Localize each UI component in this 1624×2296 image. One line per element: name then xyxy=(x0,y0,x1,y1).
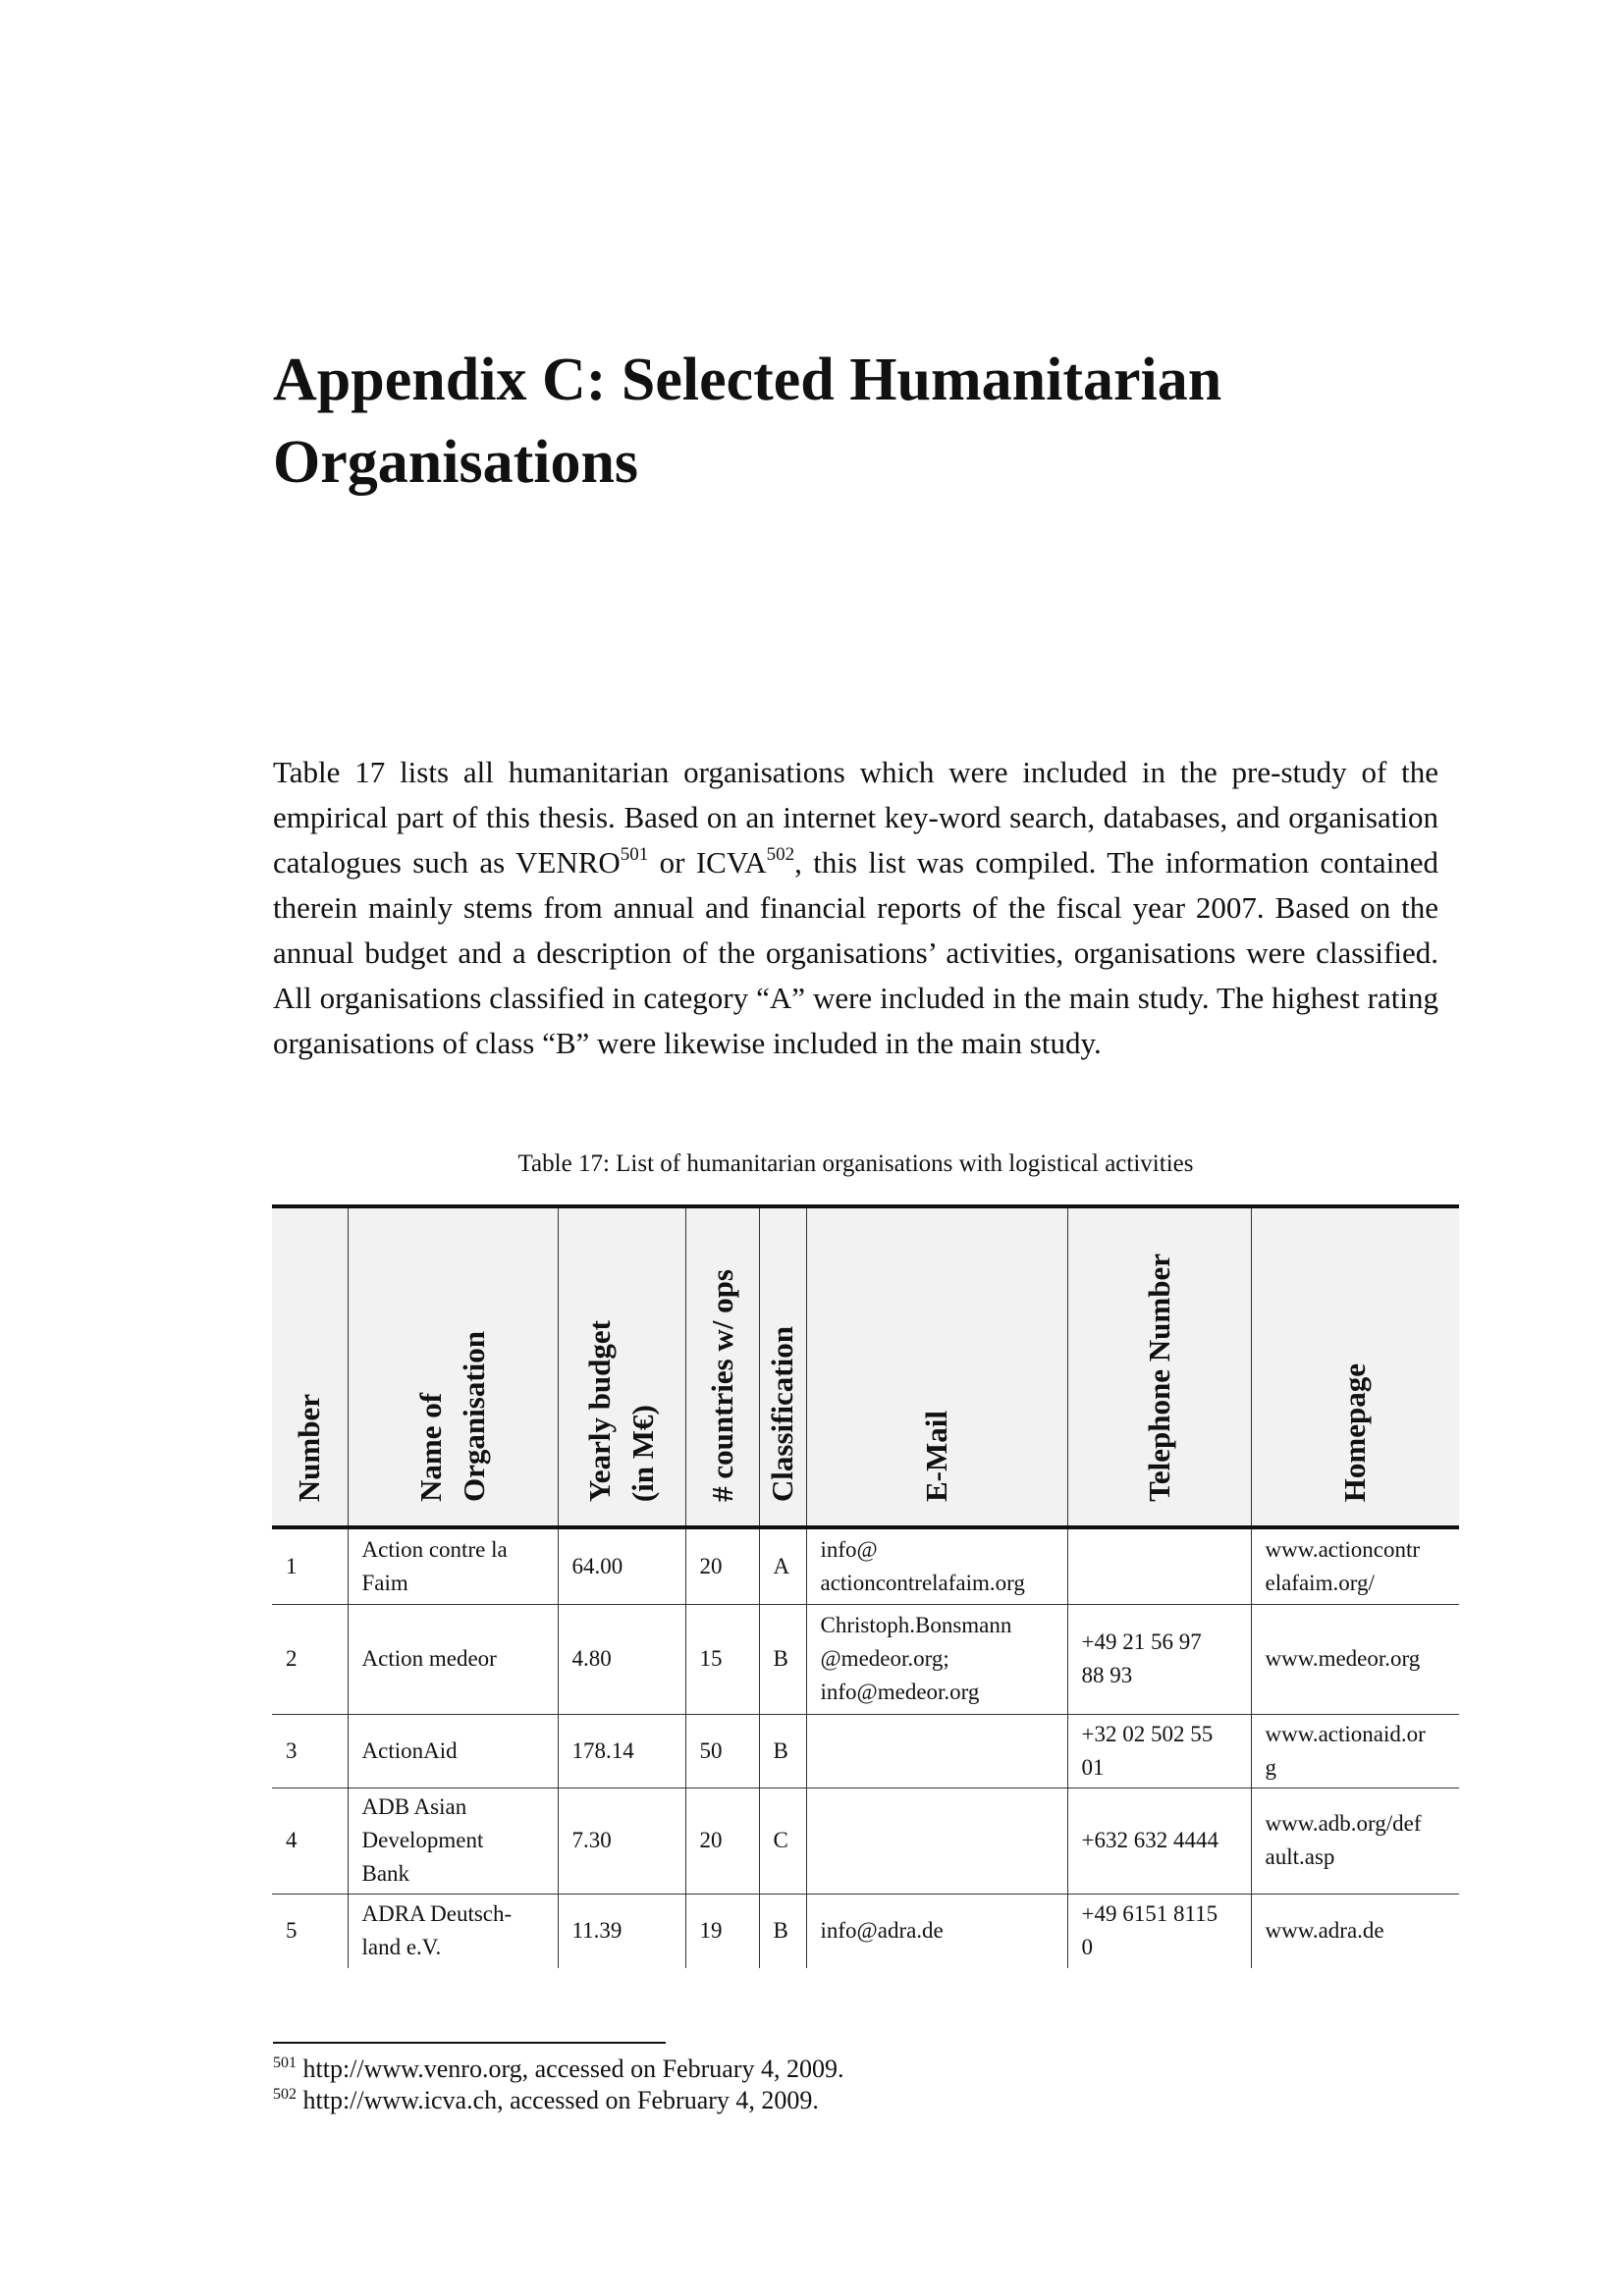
footnote-502 xyxy=(273,2085,1353,2116)
cell-homepage-line[interactable]: www.actioncontr xyxy=(1265,1536,1421,1562)
cell-organisation-name xyxy=(348,1894,558,1968)
footnote-divider xyxy=(273,2042,666,2044)
table-body xyxy=(272,1527,1459,1968)
header-countries xyxy=(685,1206,759,1527)
cell-email-line[interactable]: @medeor.org; xyxy=(820,1646,949,1671)
header-classification xyxy=(759,1206,806,1527)
cell-telephone-line: +32 02 502 55 xyxy=(1081,1721,1214,1746)
cell-countries: 50 xyxy=(685,1714,759,1788)
header-homepage-label: Homepage xyxy=(1337,1362,1373,1502)
cell-number: 1 xyxy=(272,1527,348,1604)
organisations-table xyxy=(272,1204,1459,1968)
cell-classification: C xyxy=(759,1788,806,1894)
cell-countries: 20 xyxy=(685,1527,759,1604)
cell-telephone-line: +632 632 4444 xyxy=(1081,1828,1218,1852)
header-name xyxy=(348,1206,558,1527)
page-title xyxy=(273,339,1451,504)
cell-email xyxy=(806,1604,1067,1714)
cell-organisation-name xyxy=(348,1788,558,1894)
cell-homepage xyxy=(1251,1527,1459,1604)
cell-organisation-name-line: Bank xyxy=(361,1861,410,1886)
header-countries-label: # countries w/ ops xyxy=(704,1269,739,1502)
cell-telephone xyxy=(1067,1894,1251,1968)
cell-countries: 19 xyxy=(685,1894,759,1968)
header-name-line-2: Organisation xyxy=(457,1331,491,1502)
intro-text-2: or ICVA xyxy=(648,845,767,880)
cell-organisation-name-line: Development xyxy=(361,1828,484,1852)
intro-text-1: Table 17 lists all humanitarian organisations which were included in the pre-study of the empirical part of this thesis. Based on an internet key-word search, databases, and organisation catalogues such as VENRO xyxy=(273,755,1438,880)
header-telephone xyxy=(1067,1206,1251,1527)
header-budget-line-1: Yearly budget xyxy=(582,1319,617,1502)
cell-telephone xyxy=(1067,1604,1251,1714)
cell-classification: B xyxy=(759,1714,806,1788)
footnote-501-text[interactable]: http://www.venro.org, accessed on February 4, 2009. xyxy=(297,2055,844,2083)
table-row xyxy=(272,1894,1459,1968)
cell-organisation-name-line: ADRA Deutsch- xyxy=(361,1901,513,1927)
cell-email-line[interactable]: info@ xyxy=(820,1536,878,1562)
cell-email xyxy=(806,1788,1067,1894)
cell-email xyxy=(806,1714,1067,1788)
cell-homepage-line[interactable]: www.adra.de xyxy=(1265,1918,1384,1944)
header-email xyxy=(806,1206,1067,1527)
table-row xyxy=(272,1527,1459,1604)
cell-yearly-budget: 178.14 xyxy=(558,1714,685,1788)
cell-organisation-name xyxy=(348,1527,558,1604)
cell-number: 5 xyxy=(272,1894,348,1968)
cell-homepage-line[interactable]: elafaim.org/ xyxy=(1265,1570,1375,1595)
table-row xyxy=(272,1714,1459,1788)
cell-telephone xyxy=(1067,1788,1251,1894)
cell-homepage-line[interactable]: g xyxy=(1265,1754,1276,1780)
cell-homepage-line[interactable]: ault.asp xyxy=(1265,1844,1335,1869)
cell-email xyxy=(806,1527,1067,1604)
cell-email-line[interactable]: info@medeor.org xyxy=(820,1680,980,1704)
header-budget xyxy=(558,1206,685,1527)
page-title-line-1: Appendix C: Selected Humanitarian xyxy=(273,347,1222,413)
cell-email-line[interactable]: info@adra.de xyxy=(820,1918,944,1944)
cell-organisation-name xyxy=(348,1604,558,1714)
page-title-line-2: Organisations xyxy=(273,429,639,496)
cell-homepage xyxy=(1251,1788,1459,1894)
cell-organisation-name-line: ActionAid xyxy=(361,1737,458,1763)
footnote-502-text[interactable]: http://www.icva.ch, accessed on February 4, 2009. xyxy=(297,2086,819,2114)
cell-homepage xyxy=(1251,1714,1459,1788)
cell-yearly-budget: 64.00 xyxy=(558,1527,685,1604)
table-row xyxy=(272,1604,1459,1714)
cell-yearly-budget: 7.30 xyxy=(558,1788,685,1894)
cell-organisation-name-line: Faim xyxy=(361,1570,408,1595)
cell-classification: B xyxy=(759,1894,806,1968)
header-number xyxy=(272,1206,348,1527)
cell-organisation-name xyxy=(348,1714,558,1788)
cell-telephone-line: 88 93 xyxy=(1081,1663,1133,1687)
cell-yearly-budget: 4.80 xyxy=(558,1604,685,1714)
cell-homepage xyxy=(1251,1894,1459,1968)
cell-telephone-line: +49 6151 8115 xyxy=(1081,1901,1218,1927)
footnote-ref-502[interactable]: 502 xyxy=(766,844,795,865)
footnote-502-marker: 502 xyxy=(273,2086,297,2103)
cell-classification: A xyxy=(759,1527,806,1604)
cell-number: 2 xyxy=(272,1604,348,1714)
header-name-label xyxy=(409,1317,496,1516)
cell-telephone-line: 0 xyxy=(1081,1935,1093,1960)
table-caption: Table 17: List of humanitarian organisations with logistical activities xyxy=(517,1150,1194,1177)
cell-countries: 20 xyxy=(685,1788,759,1894)
cell-organisation-name-line: land e.V. xyxy=(361,1935,442,1960)
header-telephone-label: Telephone Number xyxy=(1141,1254,1176,1502)
intro-paragraph xyxy=(273,750,1438,1066)
table-header-row xyxy=(272,1206,1459,1527)
cell-organisation-name-line: Action medeor xyxy=(361,1646,497,1671)
cell-telephone-line: 01 xyxy=(1081,1754,1105,1780)
cell-email-line[interactable]: Christoph.Bonsmann xyxy=(820,1613,1012,1637)
footnotes xyxy=(273,2054,1353,2116)
header-email-label: E-Mail xyxy=(919,1411,953,1502)
cell-telephone-line: +49 21 56 97 xyxy=(1081,1629,1202,1654)
cell-number: 4 xyxy=(272,1788,348,1894)
cell-organisation-name-line: ADB Asian xyxy=(361,1794,467,1819)
cell-yearly-budget: 11.39 xyxy=(558,1894,685,1968)
cell-telephone xyxy=(1067,1527,1251,1604)
cell-homepage-line[interactable]: www.actionaid.or xyxy=(1265,1721,1426,1746)
cell-homepage-line[interactable]: www.medeor.org xyxy=(1265,1646,1421,1671)
cell-email xyxy=(806,1894,1067,1968)
cell-classification: B xyxy=(759,1604,806,1714)
footnote-501 xyxy=(273,2054,1353,2085)
cell-telephone xyxy=(1067,1714,1251,1788)
cell-homepage xyxy=(1251,1604,1459,1714)
table-row xyxy=(272,1788,1459,1894)
cell-number: 3 xyxy=(272,1714,348,1788)
header-budget-line-2: (in M€) xyxy=(625,1404,660,1502)
cell-homepage-line[interactable]: www.adb.org/def xyxy=(1265,1811,1422,1836)
cell-email-line[interactable]: actioncontrelafaim.org xyxy=(820,1570,1025,1595)
intro-text-3: , this list was compiled. The information contained therein mainly stems from annual and financial reports of the fiscal year 2007. Based on the annual budget and a description of the organisations’ activities, organisations were classified. All organisations classified in category “A” were included in the main study. The highest rating organisations of class “B” were likewise included in the main study. xyxy=(273,845,1438,1060)
header-number-label: Number xyxy=(292,1393,327,1502)
header-classification-label: Classification xyxy=(765,1325,799,1502)
footnote-ref-501[interactable]: 501 xyxy=(620,844,649,865)
footnote-501-marker: 501 xyxy=(273,2055,297,2071)
header-budget-label xyxy=(578,1307,665,1516)
cell-countries: 15 xyxy=(685,1604,759,1714)
header-homepage xyxy=(1251,1206,1459,1527)
cell-organisation-name-line: Action contre la xyxy=(361,1536,508,1562)
header-name-line-1: Name of xyxy=(413,1392,448,1502)
